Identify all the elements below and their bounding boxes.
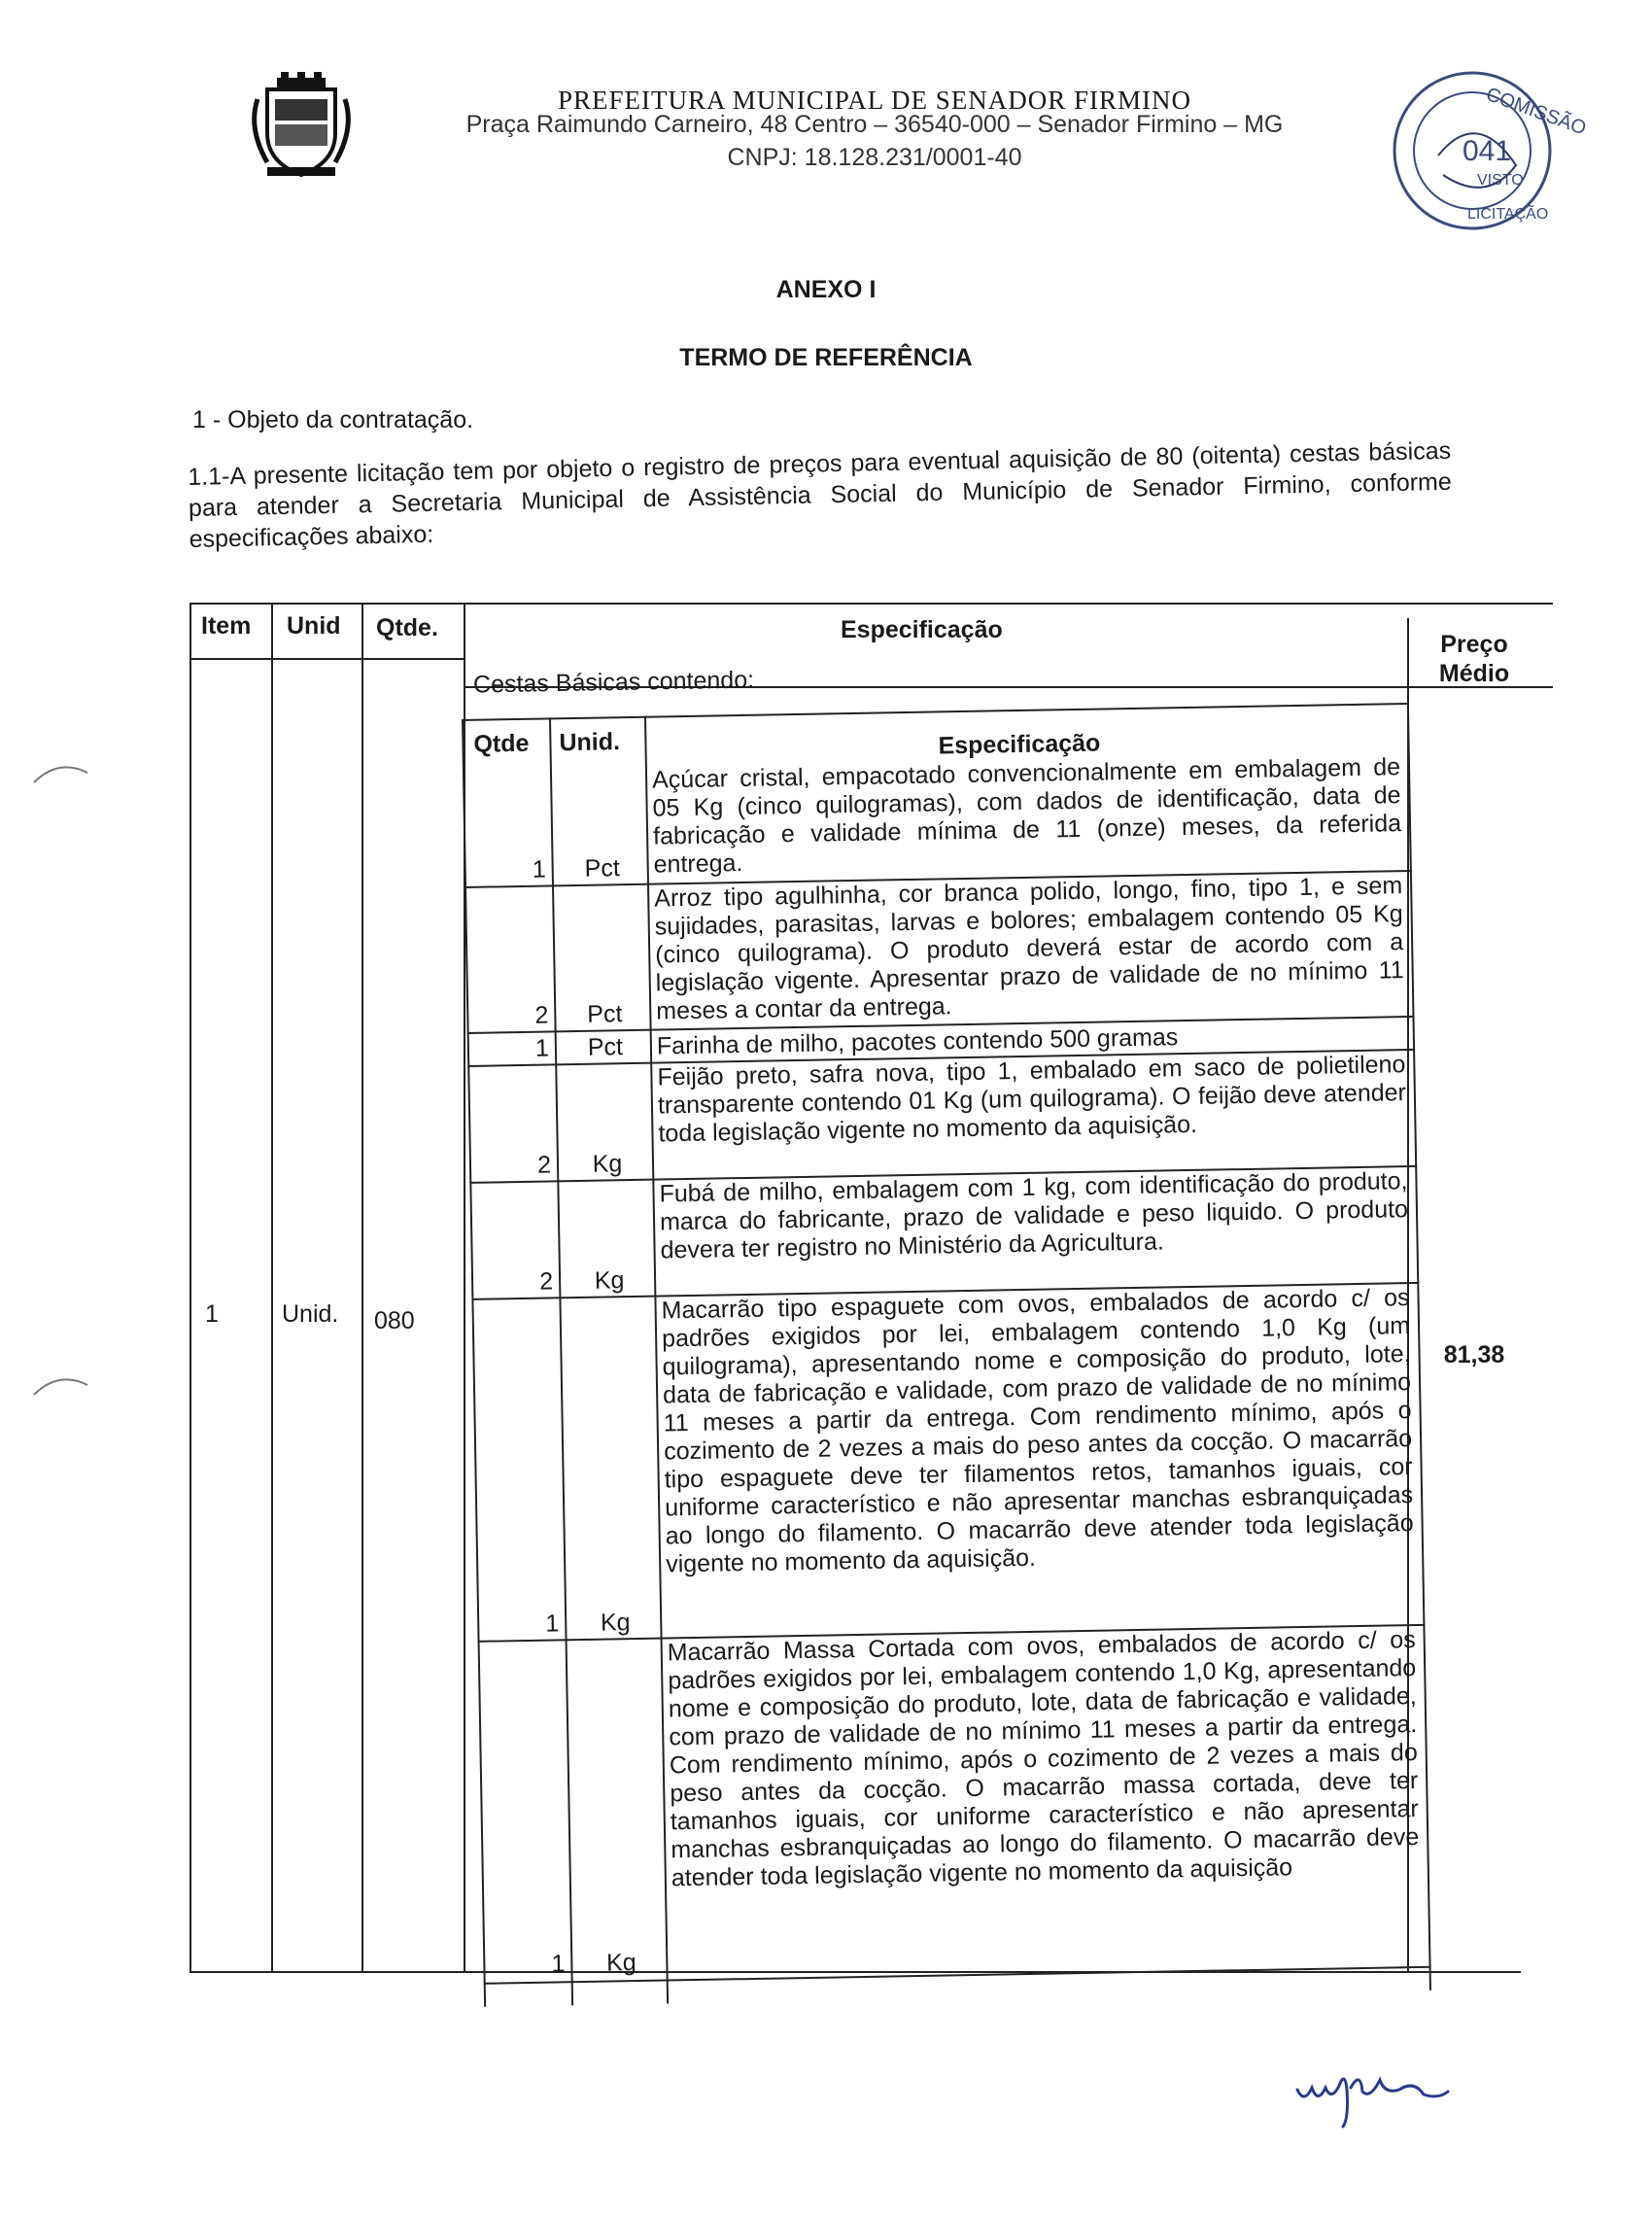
item-desc: Farinha de milho, pacotes contendo 500 gramas	[656, 1023, 1179, 1060]
item-unid: Pct	[584, 854, 621, 883]
list-item	[478, 1626, 1431, 1985]
scan-mark	[29, 758, 97, 787]
item-desc: Macarrão tipo espaguete com ovos, embalados de acordo c/ os padrões exigidos por lei, embalagem contendo 1,0 Kg (um quilograma), apresentando nome e composição do produto, lote, data de fabricação e validade, com prazo de validade de no mínimo 11 meses a partir da entrega. Com rendimento mínimo, após o cozimento de 2 vezes a mais do peso antes da cocção. O macarrão tipo espaguete deve ter filamentos retos, tamanhos iguais, cor uniforme característico e não apresentar manchas esbranquiçadas ao longo do filamento. O macarrão deve atender toda legislação vigente no momento da aquisição.	[661, 1284, 1414, 1578]
basket-subtitle: Cestas Básicas contendo:	[472, 666, 755, 699]
item-unid: Kg	[600, 1609, 631, 1637]
scan-mark	[29, 1370, 97, 1400]
inner-header-qtde: Qtde	[473, 729, 530, 758]
header-qtde: Qtde.	[376, 614, 438, 641]
inner-header-unid: Unid.	[559, 728, 621, 757]
stamp-top-text: COMISSÃO	[1483, 84, 1590, 140]
row-qtde: 080	[374, 1307, 415, 1334]
item-unid: Kg	[592, 1150, 623, 1178]
header-item: Item	[201, 612, 252, 640]
row-item: 1	[205, 1300, 219, 1328]
inner-header-especificacao: Especificação	[938, 729, 1101, 760]
header-cnpj: CNPJ: 18.128.231/0001-40	[727, 144, 1022, 171]
commission-stamp	[1370, 49, 1590, 243]
item-desc: Macarrão Massa Cortada com ovos, embalados de acordo c/ os padrões exigidos por lei, embalagem contendo 1,0 Kg, apresentando nome e composição do produto, lote, data de fabricação e validade, com prazo de validade de no mínimo 11 meses a partir da entrega. Com rendimento mínimo, após o cozimento de 2 vezes a mais do peso antes da cocção. O macarrão massa cortada, deve ter tamanhos iguais, cor uniforme característico e não apresentar manchas esbranquiçadas ao longo do filamento. O macarrão deve atender toda legislação vigente no momento da aquisição	[667, 1626, 1420, 1892]
list-item	[471, 1284, 1425, 1643]
handwritten-signature	[1292, 2051, 1487, 2129]
item-desc: Fubá de milho, embalagem com 1 kg, com identificação do produto, marca do fabricante, prazo de validade e peso liquido. O produto devera ter registro no Ministério da Agricultura.	[659, 1167, 1409, 1264]
header-institution: PREFEITURA MUNICIPAL DE SENADOR FIRMINO	[557, 86, 1192, 115]
list-item	[463, 753, 1412, 888]
item-unid: Pct	[587, 1033, 624, 1061]
header-address: Praça Raimundo Carneiro, 48 Centro – 36540-000 – Senador Firmino – MG	[465, 111, 1284, 138]
list-item	[467, 1051, 1417, 1184]
coat-of-arms-logo	[248, 70, 355, 182]
item-qtde: 1	[551, 1950, 566, 1978]
header-unid: Unid	[287, 612, 341, 640]
document-title: TERMO DE REFERÊNCIA	[679, 344, 973, 371]
item-qtde: 1	[534, 1034, 550, 1062]
list-item	[469, 1167, 1419, 1300]
item-unid: Kg	[605, 1949, 637, 1977]
row-preco: 81,38	[1443, 1341, 1505, 1368]
section-heading: 1 - Objeto da contratação.	[192, 406, 474, 433]
row-unid: Unid.	[282, 1300, 339, 1328]
item-qtde: 2	[534, 1001, 549, 1029]
header-especificacao: Especificação	[841, 616, 1003, 643]
item-unid: Pct	[587, 1000, 623, 1028]
stamp-bottom-text: LICITAÇÃO	[1467, 206, 1549, 223]
item-desc: Açúcar cristal, empacotado convencionalmente em embalagem de 05 Kg (cinco quilogramas), com dados de identificação, data de fabricação e validade mínima de 11 (onze) meses, da referida entrega.	[651, 753, 1402, 879]
item-qtde: 1	[532, 855, 546, 883]
list-item	[465, 872, 1414, 1034]
annex-title: ANEXO I	[775, 276, 877, 303]
basket-items-table	[462, 703, 1431, 2007]
item-desc: Arroz tipo agulhinha, cor branca polido, longo, fino, tipo 1, e sem sujidades, parasitas, larvas e bolores; embalagem contendo 05 Kg (cinco quilograma). O produto deverá estar de acordo com a legislação vigente. Apresentar prazo de validade de no mínimo 11 meses a contar da entrega.	[654, 872, 1404, 1025]
header-preco-medio: Preço Médio	[1438, 631, 1510, 687]
item-desc: Feijão preto, safra nova, tipo 1, embalado em saco de polietileno transparente contendo 01 Kg (um quilograma). O feijão deve atender toda legislação vigente no momento da aquisição.	[657, 1051, 1407, 1148]
item-qtde: 2	[538, 1267, 554, 1296]
item-qtde: 2	[536, 1151, 552, 1179]
stamp-middle-text: VISTO	[1477, 172, 1524, 189]
object-paragraph: 1.1-A presente licitação tem por objeto o registro de preços para eventual aquisição de 80 (oitenta) cestas básicas para atender a Secretaria Municipal de Assistência Social do Município de Senador Firmino, conforme especificações abaixo:	[188, 436, 1453, 553]
stamp-number: 041	[1463, 135, 1512, 167]
item-unid: Kg	[594, 1266, 625, 1295]
item-qtde: 1	[545, 1610, 560, 1638]
